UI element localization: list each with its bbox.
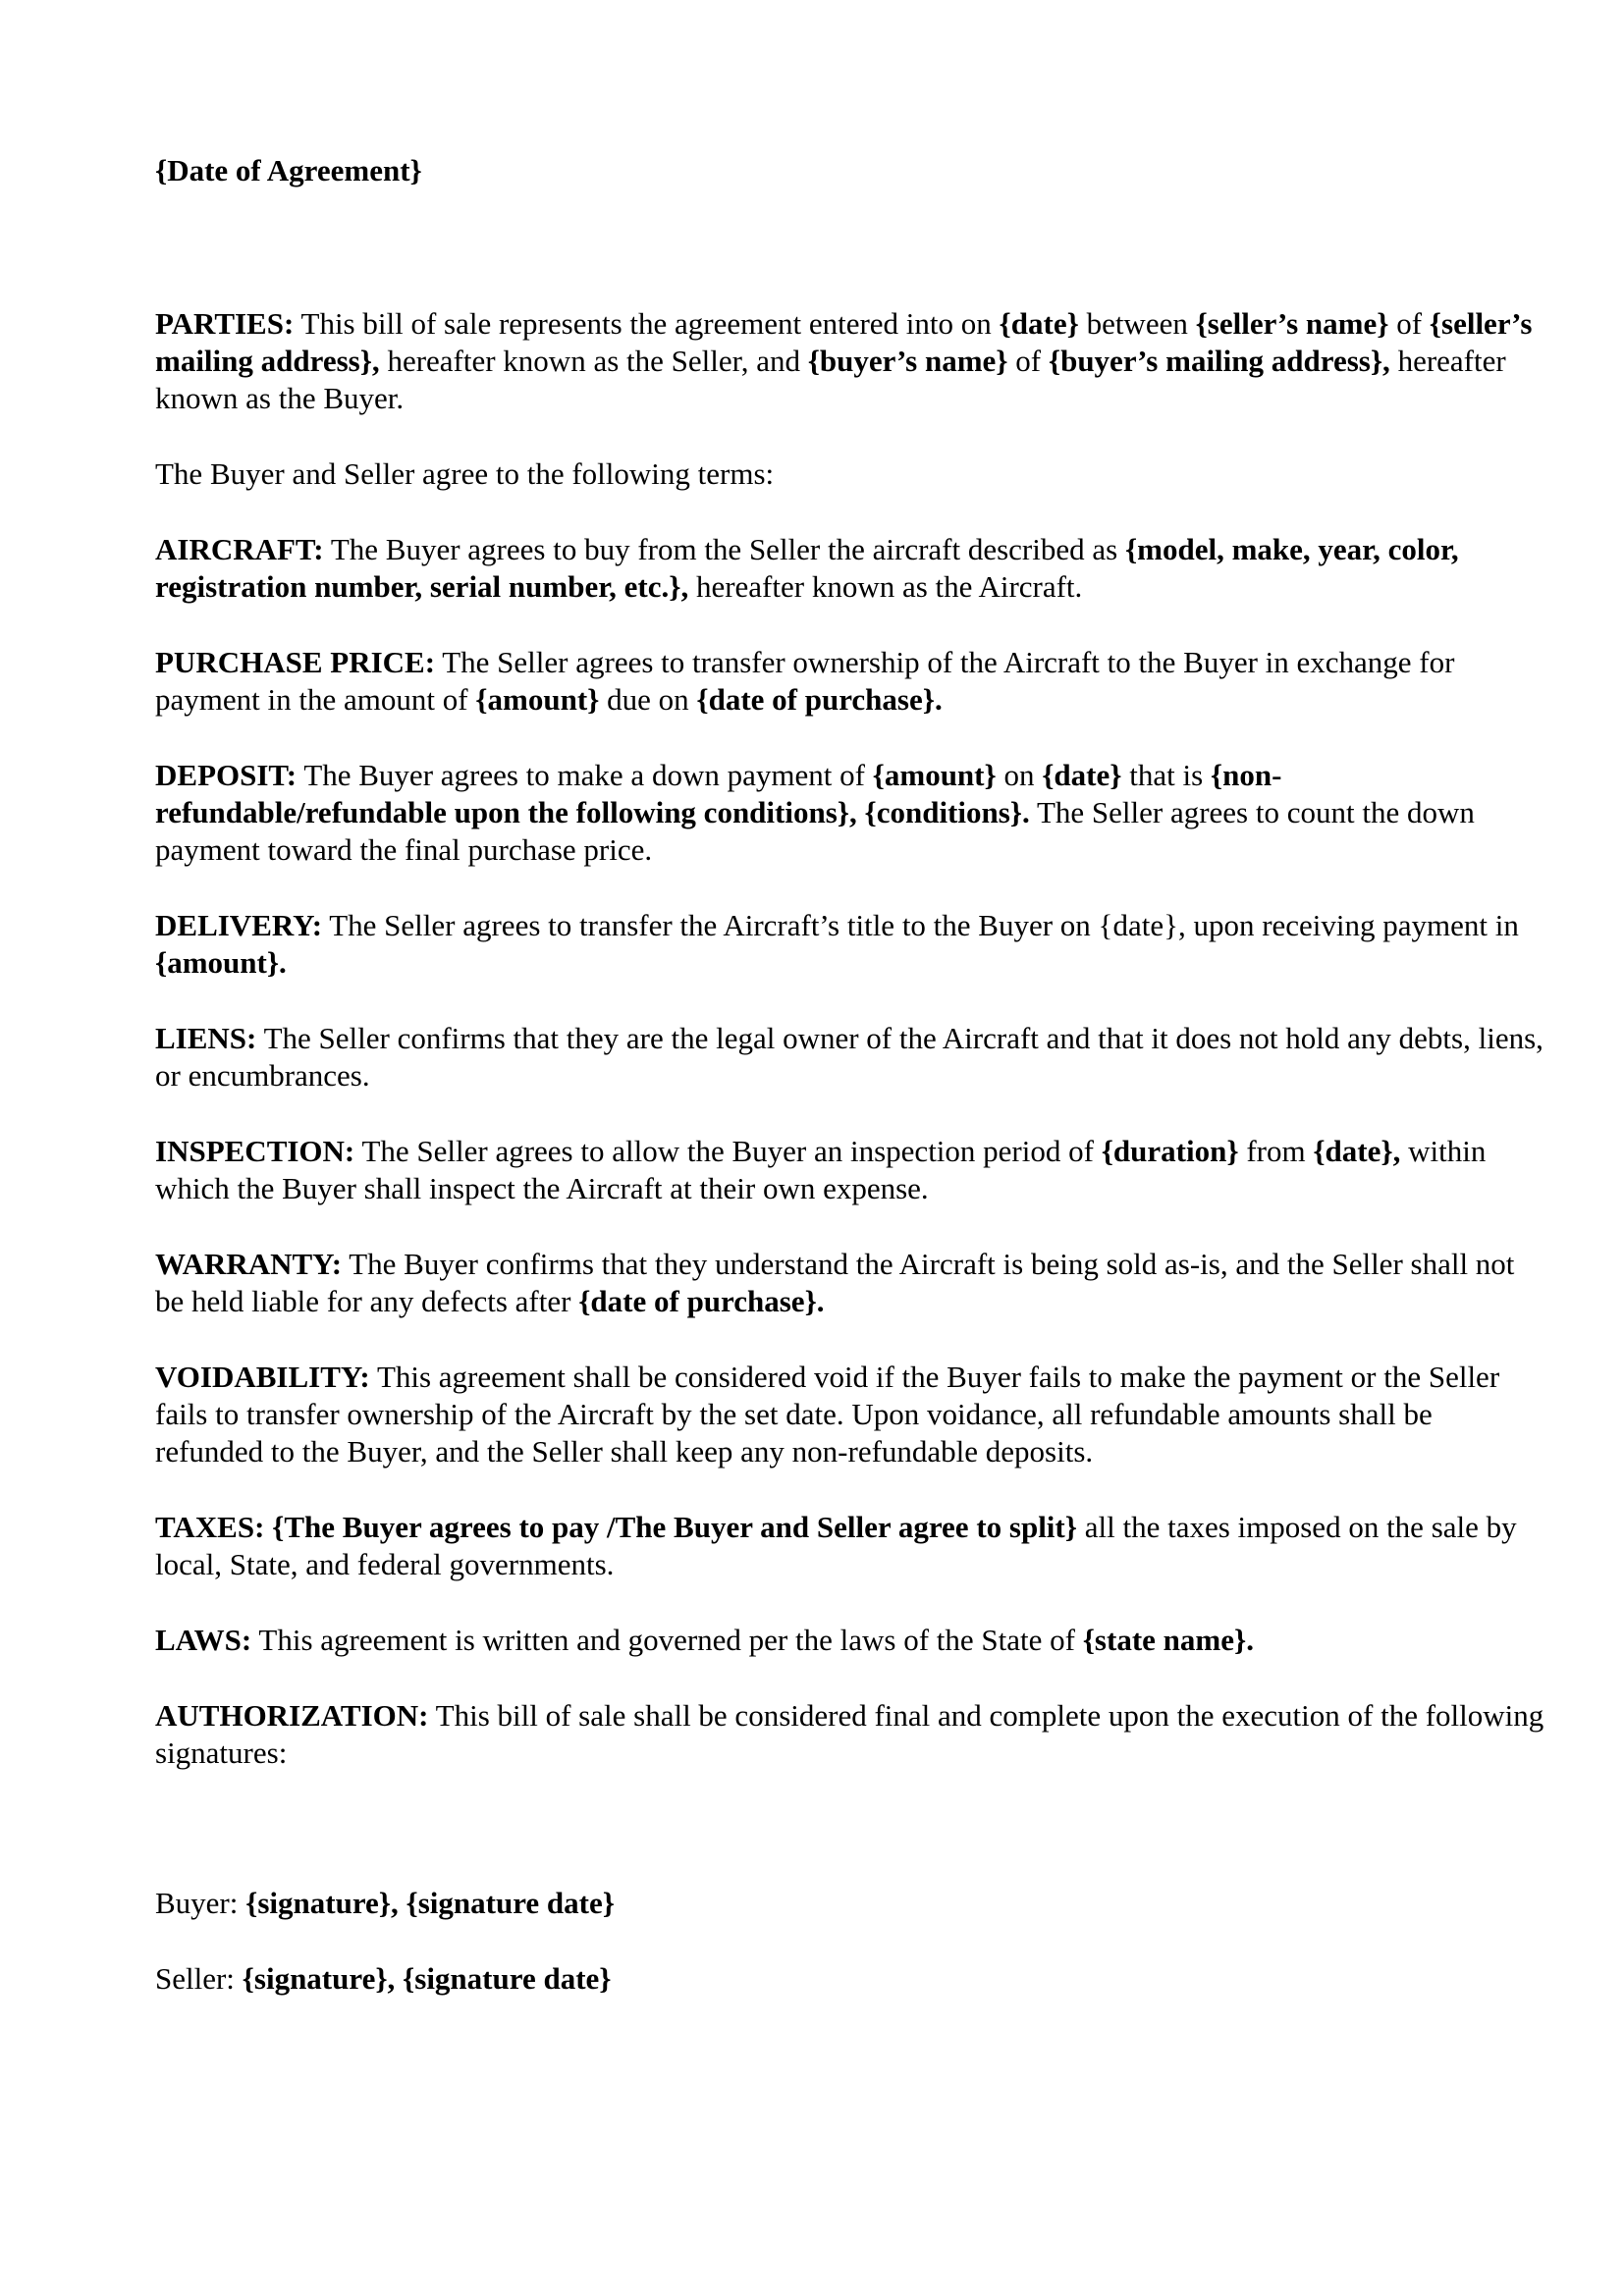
clause-label: DELIVERY: <box>155 908 323 942</box>
clause-text: hereafter known as the Buyer. <box>155 344 1506 415</box>
clause-inspection <box>155 1133 1545 1207</box>
signature-label: Buyer: <box>155 1886 246 1920</box>
placeholder-field: {buyer’s name} <box>807 344 1008 378</box>
clause-text: from <box>1238 1134 1314 1168</box>
signature-placeholder: {signature}, {signature date} <box>242 1961 612 1996</box>
placeholder-field: {date}, <box>1313 1134 1401 1168</box>
clause-label: DEPOSIT: <box>155 758 298 792</box>
clause-aircraft <box>155 531 1545 606</box>
placeholder-field: {seller’s name} <box>1195 306 1389 341</box>
clause-laws <box>155 1622 1545 1659</box>
placeholder-field: {amount} <box>475 682 600 717</box>
clause-liens <box>155 1020 1545 1095</box>
placeholder-field: {duration} <box>1101 1134 1239 1168</box>
clause-label: PURCHASE PRICE: <box>155 645 436 679</box>
clause-label: AUTHORIZATION: <box>155 1698 429 1733</box>
placeholder-field: {date of purchase}. <box>696 682 943 717</box>
clause-delivery <box>155 907 1545 982</box>
clause-text: of <box>1388 306 1430 341</box>
clause-text: The Buyer agrees to buy from the Seller the aircraft described as <box>323 532 1125 566</box>
clause-taxes <box>155 1509 1545 1583</box>
clause-text: This agreement is written and governed per the laws of the State of <box>251 1623 1083 1657</box>
terms-intro: The Buyer and Seller agree to the following terms: <box>155 456 775 491</box>
placeholder-field: {amount} <box>872 758 997 792</box>
placeholder-field: {amount}. <box>155 945 287 980</box>
clause-label: TAXES: <box>155 1510 265 1544</box>
clause-warranty <box>155 1246 1545 1320</box>
clause-parties <box>155 305 1545 417</box>
clause-text: between <box>1078 306 1196 341</box>
placeholder-field: {model, make, year, color, registration number, serial number, etc.}, <box>155 532 1459 604</box>
clause-text: on <box>996 758 1043 792</box>
clause-text: hereafter known as the Aircraft. <box>688 569 1083 604</box>
clause-text: The Seller confirms that they are the legal owner of the Aircraft and that it does not hold any debts, liens, or encumbrances. <box>155 1021 1543 1093</box>
placeholder-field: {date of purchase}. <box>578 1284 825 1318</box>
signature-placeholder: {signature}, {signature date} <box>245 1886 615 1920</box>
clause-text: of <box>1007 344 1049 378</box>
clause-text: This bill of sale shall be considered final and complete upon the execution of the following signatures: <box>155 1698 1544 1770</box>
clause-purchase-price <box>155 644 1545 719</box>
placeholder-field: {non-refundable/refundable upon the following conditions}, {conditions}. <box>155 758 1282 829</box>
clause-text: The Seller agrees to transfer the Aircraft’s title to the Buyer on {date}, upon receiving payment in <box>322 908 1519 942</box>
clause-text: This agreement shall be considered void if the Buyer fails to make the payment or the Seller fails to transfer ownership of the Aircraft by the set date. Upon voidance, all refundable amounts shall be refunded to the Buyer, and the Seller shall keep any non-refundable deposits. <box>155 1360 1500 1468</box>
clause-voidability <box>155 1359 1545 1470</box>
placeholder-field: {buyer’s mailing address}, <box>1048 344 1390 378</box>
clause-deposit <box>155 757 1545 869</box>
clause-text: due on <box>599 682 697 717</box>
clause-text: hereafter known as the Seller, and <box>379 344 808 378</box>
seller-signature-line <box>155 1960 1545 1998</box>
clause-text: The Buyer agrees to make a down payment of <box>297 758 873 792</box>
placeholder-field: {seller’s mailing address}, <box>155 306 1533 378</box>
placeholder-field: {date} <box>1042 758 1122 792</box>
clause-text: that is <box>1121 758 1211 792</box>
clause-text: The Seller agrees to allow the Buyer an inspection period of <box>354 1134 1102 1168</box>
clause-label: AIRCRAFT: <box>155 532 324 566</box>
placeholder-field: {date} <box>999 306 1079 341</box>
buyer-signature-line <box>155 1885 1545 1922</box>
clause-text: The Seller agrees to transfer ownership of the Aircraft to the Buyer in exchange for payment in the amount of <box>155 645 1455 717</box>
clause-label: VOIDABILITY: <box>155 1360 370 1394</box>
signature-label: Seller: <box>155 1961 243 1996</box>
clause-text: within which the Buyer shall inspect the Aircraft at their own expense. <box>155 1134 1487 1205</box>
clause-label: LAWS: <box>155 1623 252 1657</box>
clause-label: PARTIES: <box>155 306 295 341</box>
clause-label: WARRANTY: <box>155 1247 343 1281</box>
clause-text: This bill of sale represents the agreement entered into on <box>294 306 1000 341</box>
placeholder-field: {state name}. <box>1082 1623 1254 1657</box>
date-of-agreement: {Date of Agreement} <box>155 153 422 187</box>
clause-text: The Buyer confirms that they understand the Aircraft is being sold as-is, and the Seller shall not be held liable for any defects after <box>155 1247 1515 1318</box>
clause-authorization <box>155 1697 1545 1772</box>
clause-label: LIENS: <box>155 1021 257 1055</box>
clause-text: The Seller agrees to count the down payment toward the final purchase price. <box>155 795 1475 867</box>
placeholder-field: {The Buyer agrees to pay /The Buyer and Seller agree to split} <box>264 1510 1077 1544</box>
clause-label: INSPECTION: <box>155 1134 355 1168</box>
clause-text: all the taxes imposed on the sale by local, State, and federal governments. <box>155 1510 1517 1581</box>
